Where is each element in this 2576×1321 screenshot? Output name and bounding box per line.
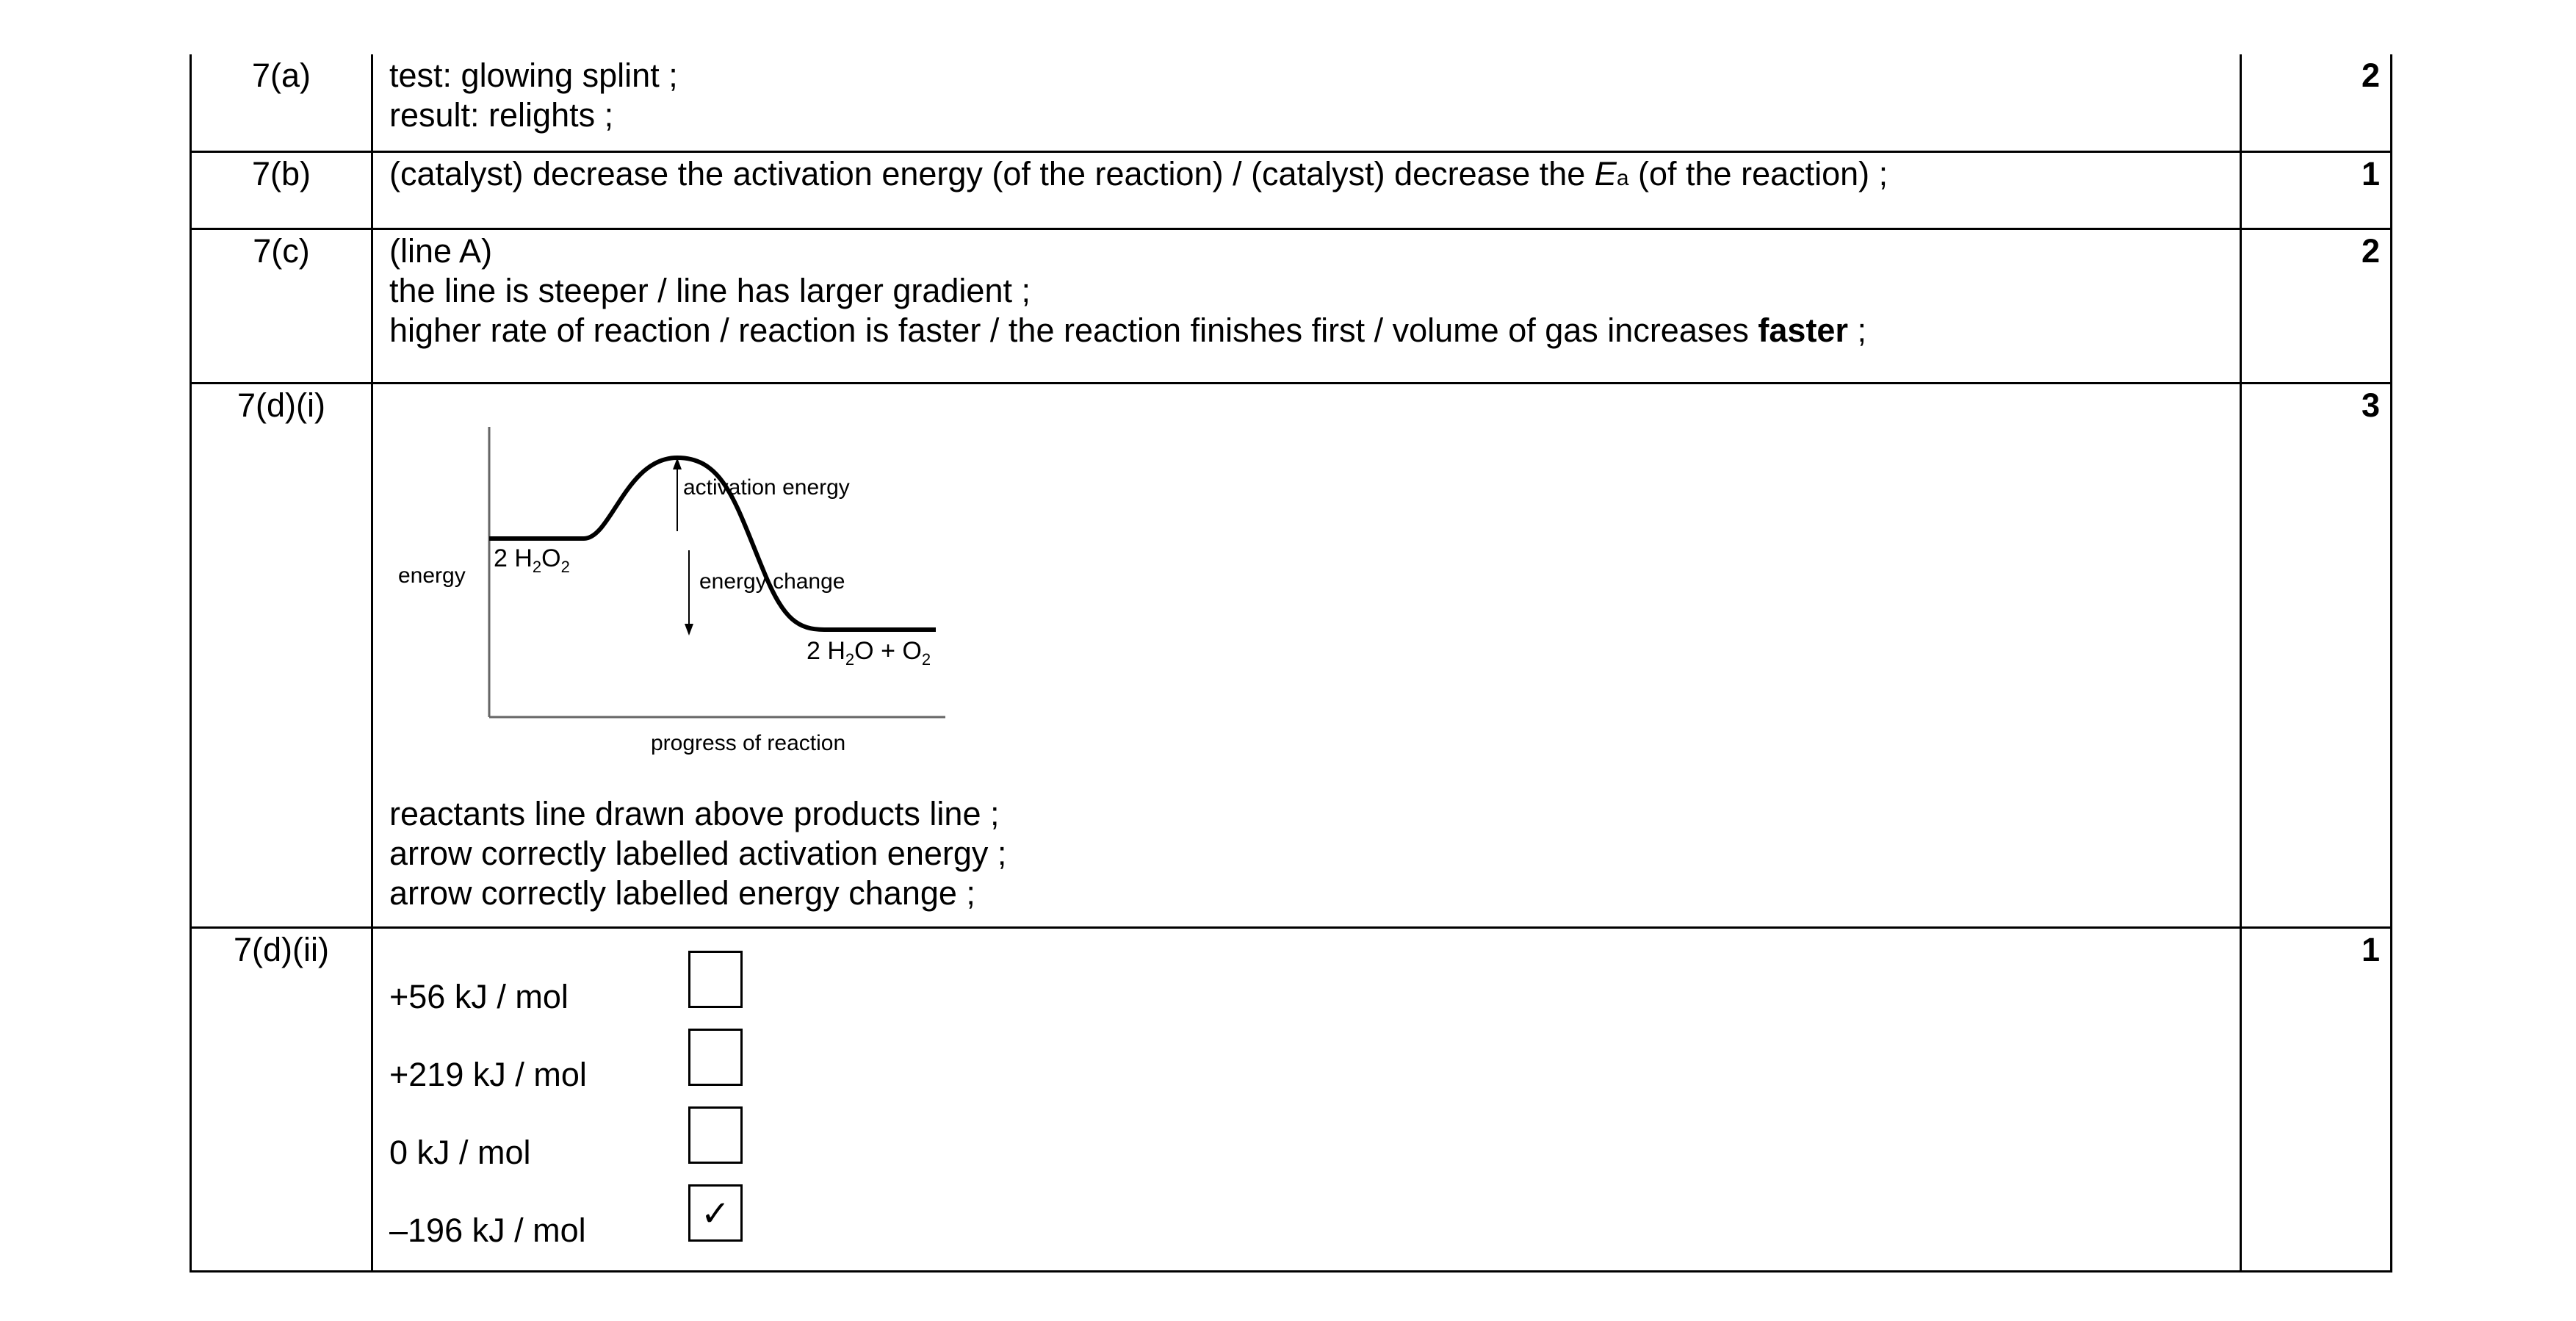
reactants-formula: 2 $H_2O_2$ (494, 544, 570, 576)
marking-points (389, 794, 2240, 913)
option-label: 0 kJ / mol (389, 1134, 531, 1171)
answer-line (389, 154, 2240, 198)
question-number: 7(d)(ii) (191, 928, 372, 1272)
x-axis-label: progress of reaction (651, 731, 846, 755)
answer-line (389, 311, 2240, 350)
mark-scheme-table (190, 54, 2392, 1273)
answer-cell (372, 152, 2241, 229)
answer-text: ; (1847, 312, 1866, 349)
question-number: 7(a) (191, 54, 372, 152)
activation-energy-label: activation energy (683, 475, 850, 500)
option-list (389, 945, 2240, 1256)
question-number: 7(b) (191, 152, 372, 229)
option-label: +219 kJ / mol (389, 1056, 587, 1093)
table-row (191, 928, 2392, 1272)
option-checkbox[interactable] (688, 951, 743, 1008)
answer-line: arrow correctly labelled energy change ; (389, 874, 975, 912)
ea-symbol: E (1594, 155, 1617, 192)
answer-text: (catalyst) decrease the activation energy (of the reaction) / (catalyst) decrease the (389, 155, 1595, 192)
option-row (389, 1023, 2240, 1101)
bold-keyword: faster (1758, 312, 1848, 349)
marks-value: 2 (2241, 229, 2392, 384)
answer-line: result: relights ; (389, 96, 614, 134)
y-axis-label: energy (398, 564, 466, 588)
ea-subscript: a (1616, 166, 1629, 190)
energy-profile-diagram (383, 399, 986, 766)
marks-value: 1 (2241, 152, 2392, 229)
option-checkbox[interactable] (688, 1106, 743, 1164)
option-row (389, 945, 2240, 1023)
marks-value: 1 (2241, 928, 2392, 1272)
option-checkbox[interactable] (688, 1029, 743, 1086)
answer-line: arrow correctly labelled activation energy ; (389, 835, 1007, 872)
question-number: 7(d)(i) (191, 384, 372, 928)
option-row (389, 1178, 2240, 1256)
option-row (389, 1101, 2240, 1178)
table-row (191, 229, 2392, 384)
answer-line: reactants line drawn above products line ; (389, 795, 1000, 832)
answer-cell (372, 54, 2241, 152)
energy-change-label: energy change (699, 569, 845, 594)
table-row (191, 54, 2392, 152)
answer-cell (372, 229, 2241, 384)
table-row (191, 152, 2392, 229)
option-label: +56 kJ / mol (389, 978, 569, 1015)
marks-value: 2 (2241, 54, 2392, 152)
energy-change-arrowhead (685, 624, 693, 636)
answer-text: higher rate of reaction / reaction is faster / the reaction finishes first / volume of gas increases (389, 312, 1758, 349)
answer-line: test: glowing splint ; (389, 57, 678, 94)
answer-text: (of the reaction) ; (1628, 155, 1888, 192)
option-label: –196 kJ / mol (389, 1212, 586, 1249)
option-checkbox-ticked[interactable]: ✓ (688, 1184, 743, 1242)
question-number: 7(c) (191, 229, 372, 384)
answer-line: (line A) (389, 232, 493, 270)
products-formula: 2 $H_2O + O_2$ (807, 637, 931, 669)
answer-cell (372, 384, 2241, 928)
answer-line: the line is steeper / line has larger gradient ; (389, 272, 1031, 309)
table-row (191, 384, 2392, 928)
answer-cell (372, 928, 2241, 1272)
marks-value: 3 (2241, 384, 2392, 928)
